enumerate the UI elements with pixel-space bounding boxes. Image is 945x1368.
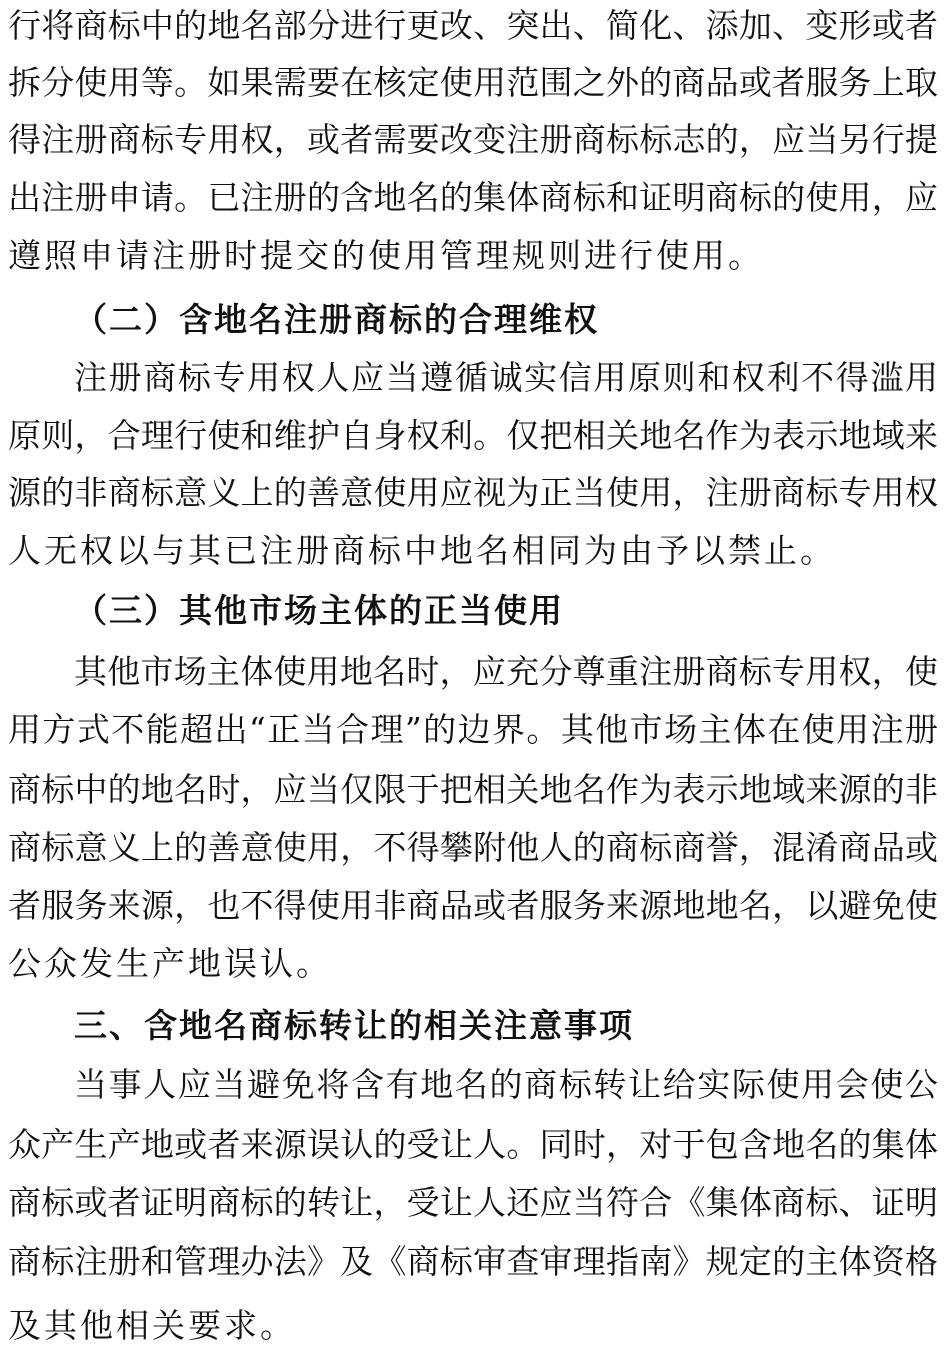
body-line: 者服务来源，也不得使用非商品或者服务来源地地名，以避免使 <box>8 886 938 925</box>
body-line: 及其他相关要求。 <box>8 1306 296 1345</box>
body-line: 源的非商标意义上的善意使用应视为正当使用，注册商标专用权 <box>8 473 938 512</box>
body-line: 公众发生产地误认。 <box>8 944 332 983</box>
body-line: 得注册商标专用权，或者需要改变注册商标标志的，应当另行提 <box>8 120 938 159</box>
paragraph-first-line: 其他市场主体使用地名时，应充分尊重注册商标专用权，使 <box>74 652 938 691</box>
body-line: 行将商标中的地名部分进行更改、突出、简化、添加、变形或者 <box>8 6 938 45</box>
paragraph-first-line: 注册商标专用权人应当遵循诚实信用原则和权利不得滥用 <box>74 358 938 397</box>
section-heading: 三、含地名商标转让的相关注意事项 <box>74 1006 634 1045</box>
body-line: 商标注册和管理办法》及《商标审查审理指南》规定的主体资格 <box>8 1242 938 1281</box>
body-line: 遵照申请注册时提交的使用管理规则进行使用。 <box>8 236 764 275</box>
section-heading: （二）含地名注册商标的合理维权 <box>74 300 599 339</box>
body-line: 拆分使用等。如果需要在核定使用范围之外的商品或者服务上取 <box>8 63 938 102</box>
body-line: 众产生产地或者来源误认的受让人。同时，对于包含地名的集体 <box>8 1125 938 1164</box>
body-line: 商标中的地名时，应当仅限于把相关地名作为表示地域来源的非 <box>8 770 938 809</box>
body-line: 商标意义上的善意使用，不得攀附他人的商标商誉，混淆商品或 <box>8 828 938 867</box>
body-line: 商标或者证明商标的转让，受让人还应当符合《集体商标、证明 <box>8 1183 938 1222</box>
section-heading: （三）其他市场主体的正当使用 <box>74 591 564 630</box>
body-line: 用方式不能超出“正当合理”的边界。其他市场主体在使用注册 <box>8 710 938 749</box>
body-line: 出注册申请。已注册的含地名的集体商标和证明商标的使用，应 <box>8 178 938 217</box>
body-line: 人无权以与其已注册商标中地名相同为由予以禁止。 <box>8 531 836 570</box>
body-line: 原则，合理行使和维护自身权利。仅把相关地名作为表示地域来 <box>8 416 938 455</box>
paragraph-first-line: 当事人应当避免将含有地名的商标转让给实际使用会使公 <box>74 1065 938 1104</box>
